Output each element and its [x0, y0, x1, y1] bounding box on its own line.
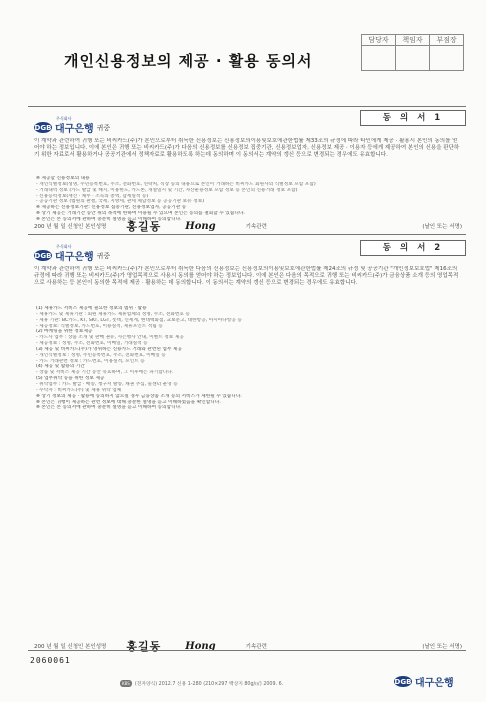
document-number: 2060061: [30, 656, 71, 665]
consent2-detail: - 개인식별정보 : 성명, 주민등록번호, 주소, 전화번호, 이메일 등: [36, 352, 166, 358]
consent1-label: 동 의 서 1: [360, 110, 466, 126]
dgb-logo-icon: DGB: [34, 251, 52, 260]
approval-stamp-staff[interactable]: [362, 46, 396, 71]
consent1-intro: 이 계약과 관련하여 귀행 또는 비씨카드(주)가 본인으로부터 취득한 신용정보는 신용정보의이용및보호에관한법률 제33조의 규정에 따라 타인에게 제공 · 활용시 본인의 동의를 얻어야 하는 정보입니다. 이에 본인은 귀행 또는 비씨카드(주)가 다음의 신용정보를 신용정보 집중기관, 신용정보업자, 신용정보 제공 · 이용자 등에게 제공하여 본인의 신용을 판단하기 위한 자료로서 활용하거나 공공기관에서 정책자료로 활용하도록 하는데 동의하며 이 동의서는 계약의 갱신 등으로 변경되는 경우에도 유효합니다.: [34, 138, 460, 159]
approval-stamp-manager[interactable]: [396, 46, 430, 71]
bank-honorific: 귀중: [96, 123, 111, 132]
consent2-seal-note: 기속관련: [245, 644, 267, 650]
bank-corp-text: 주식회사: [56, 244, 72, 249]
footer-code-text: (전자양식) 2012.7 신용 1-280 (210×297 백상지 80g/㎡) 2009. 6.: [134, 682, 284, 687]
consent2-label: 동 의 서 2: [360, 240, 466, 256]
consent2-detail: - 수탁자 : 비씨카드(주) 및 제휴 위탁 업체: [36, 387, 122, 393]
consent2-intro: 이 계약과 관련하여 귀행 또는 비씨카드(주)가 본인으로부터 취득한 다음의 신용정보는 신용정보의이용및보호에관한법률 제24조의 규정 및 공공기관 "개인정보보호법" 제16조의 규정에 따라 귀행 또는 비씨카드(주)가 영업목적으로 사용시 동의를 얻어야 하는 정보입니다. 이에 본인은 다음의 목적으로 귀행 또는 비씨카드(주)가 금융상품 소개 등의 영업목적으로 사용하는 등 본인이 동의한 목적에 제공 · 활용하는 데 동의합니다. 이 동의서는 계약의 갱신 등으로 변경되는 경우에도 유효합니다.: [34, 266, 459, 287]
consent2-detail: (2) 마케팅을 위한 정보제공: [36, 329, 93, 335]
form-footer-code: [120, 680, 283, 687]
consent2-detail: - 제공정보 : 성명, 주소, 전화번호, 이메일, 거래실적 등: [36, 341, 148, 347]
approval-stamp-table: [361, 34, 464, 71]
bank-footer-logo: [394, 674, 454, 689]
consent1-signer-name[interactable]: 홍길동: [126, 220, 162, 233]
consent1-detail: - 개인식별정보(성명, 주민등록번호, 주소, 전화번호, 연락처, 직장 등의 내용으로 본인이 거래하는 비씨카드 회원사의 식별정보 포함 포함): [36, 181, 316, 187]
consent2-details: [36, 306, 456, 632]
consent2-detail: ※ 본인은 귀행이 제공하는 관련 정보에 대해 충분한 설명을 듣고 이해하였음을 확인합니다.: [36, 399, 221, 405]
form-title: 개인신용정보의 제공 · 활용 동의서: [64, 52, 313, 70]
bank-name: 대구은행: [55, 252, 94, 263]
approval-col-branch-head: 부점장: [430, 35, 464, 46]
consent1-bottom-rule: [28, 234, 466, 235]
consent1-detail: ※ 상기 제공은 거래기간 동안 위의 목적에 한하여 이용될 수 있으며 본인은 동의를 철회할 수 있습니다.: [36, 211, 245, 217]
consent2-detail: - 상품 및 서비스 제공 기간 동안 유효하며, 그 이후에는 파기합니다.: [36, 370, 174, 376]
bank-name: 대구은행: [415, 678, 454, 689]
consent2-detail: (5) 업무위탁 등을 위한 정보 제공: [36, 376, 105, 382]
consent1-suffix: (날인 또는 서명): [422, 224, 462, 230]
consent1-detail: ※ 제공할 신용정보의 내용: [36, 176, 90, 181]
consent2-detail: (1) 제휴카드 서비스 제공에 필요한 정보의 범위 · 활용: [36, 306, 147, 311]
consent1-details: [36, 176, 456, 224]
consent2-suffix: (날인 또는 서명): [422, 644, 462, 650]
bank-corp-text: 주식회사: [56, 116, 72, 121]
bank-honorific: 귀중: [96, 251, 111, 260]
dgb-logo-icon: DGB: [394, 677, 412, 686]
consent2-signer-name[interactable]: 홍길동: [126, 640, 162, 653]
consent1-detail: ※ 본인은 본 동의서에 관하여 충분히 설명을 듣고 이해하여 동의합니다.: [36, 216, 182, 222]
consent2-detail: - 제공정보: 식별정보, 카드번호, 이용실적, 제휴포인트 적립 등: [36, 323, 163, 329]
consent2-detail: ※ 본인은 본 동의서에 관하여 충분히 설명을 듣고 이해하여 동의합니다.: [36, 405, 182, 411]
bank-header-2: [34, 244, 111, 263]
consent1-detail: - 공공기관 정보 (법원의 판결, 국세, 지방세, 관세 체납정보 등 공공기관 보유 정보): [36, 199, 205, 205]
consent2-signature-line: [34, 638, 462, 654]
consent2-detail: ※ 상기 정보의 제공 · 활용에 동의하지 않으실 경우 금융상품 소개 등의 서비스가 제한될 수 있습니다.: [36, 393, 242, 399]
consent2-detail: - 카드사 업무 : 상품 소개 및 판매 권유, 사은행사 안내, 이벤트 정보 제공: [36, 335, 184, 341]
consent1-detail: - 신용능력정보(재산 · 채무 · 소득의 총액, 납세실적 등): [36, 193, 149, 199]
consent2-handwritten-signature[interactable]: Hong: [185, 640, 216, 652]
consent2-detail: - 제휴 기관: BC카드, KT, SKT, LGT, 롯데, 신세계, 현대백화점, 교보문고, 대한항공, 아시아나항공 등: [36, 317, 242, 323]
bank-header-1: [34, 116, 111, 135]
consent2-detail: (3) 제공 및 비씨카드(주)가 영위하는 신용카드 거래와 관련된 업무 제공: [36, 346, 182, 352]
consent2-bottom-rule: [28, 650, 466, 651]
consent1-detail: - 거래내역 정보 (카드 발급 및 해지, 이용한도, 카드론, 개설일시 및 기간, 자산운용정보 포함 정보 등 본인의 신용거래 정보 포함): [36, 187, 298, 193]
consent2-detail: (4) 제공 및 활용의 기간: [36, 364, 85, 370]
approval-col-staff: 담당자: [362, 35, 396, 46]
consent1-detail: ※ 제공하는 신용정보기관: 신용정보 집중기관, 신용정보업자, 공공기관 등: [36, 205, 187, 211]
consent1-date-line: 200 년 월 일 신청인 본인성명: [34, 224, 107, 230]
consent1-handwritten-signature[interactable]: Hong: [185, 220, 216, 232]
consent2-detail: - 카드 거래관련 정보 : 카드번호, 이용실적, 포인트 등: [36, 358, 145, 364]
dgb-logo-icon: DGB: [34, 123, 52, 132]
consent1-top-rule: [28, 106, 466, 107]
bank-name: 대구은행: [55, 124, 94, 135]
consent1-seal-note: 기속관련: [245, 224, 267, 230]
consent2-detail: - 제휴카드 및 제휴기관 : 회원 제휴카드 제휴업체의 성명, 주소, 전화번호 등: [36, 311, 190, 317]
approval-col-manager: 책임자: [396, 35, 430, 46]
approval-stamp-branch-head[interactable]: [430, 46, 464, 71]
consent2-date-line: 200 년 월 일 신청인 본인성명: [34, 644, 107, 650]
consent1-signature-line: [34, 218, 462, 234]
consent2-detail: - 위탁업무 : 카드 발급 · 배송, 청구서 발송, 채권 추심, 콜센터 운영 등: [36, 381, 178, 387]
footer-mark-icon: KBS: [122, 681, 130, 686]
